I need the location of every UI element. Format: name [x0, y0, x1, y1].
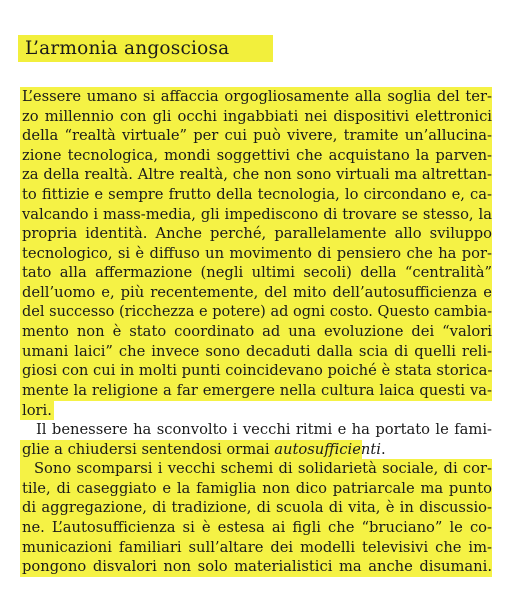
text-line: zione tecnologica, mondi soggettivi che acquistano la parven- [22, 146, 492, 164]
title-highlight [18, 35, 273, 62]
text-line: mente la religione a far emergere nella cultura laica questi va- [22, 381, 492, 399]
text-line: valcando i mass-media, gli impediscono di trovare se stesso, la [22, 205, 492, 223]
text-line: Il benessere ha sconvolto i vecchi ritmi e ha portato le fami- [36, 421, 492, 439]
text-line: lori. [20, 401, 54, 421]
text-line: mento non è stato coordinato ad una evoluzione dei “valori [22, 323, 492, 341]
text-line: del successo (ricchezza e potere) ad ogni costo. Questo cambia- [20, 303, 492, 323]
text-line: municazioni familiari sull’altare dei modelli televisivi che im- [22, 538, 492, 556]
text-line: propria identità. Anche perché, parallelamente allo sviluppo [22, 225, 492, 243]
text-line: ne. L’autosufficienza si è estesa ai figli che “bruciano” le co- [22, 519, 492, 537]
text-line: tecnologico, si è diffuso un movimento di pensiero che ha por- [22, 244, 492, 262]
text-line: to fittizie e sempre frutto della tecnologia, lo circondano e, ca- [22, 185, 492, 203]
text-line: pongono disvalori non solo materialistici ma anche disumani. [22, 558, 492, 576]
text-line: dell’uomo e, più recentemente, del mito dell’autosufficienza e [22, 283, 492, 301]
text-line: giosi con cui in molti punti coincidevano poiché è stata storica- [22, 362, 493, 380]
text-line: della “realtà virtuale” per cui può vivere, tramite un’allucina- [22, 127, 492, 145]
text-line: tile, di caseggiato e la famiglia non dico patriarcale ma punto [22, 479, 492, 497]
text-line: zo millennio con gli occhi ingabbiati nei dispositivi elettronici [22, 107, 492, 125]
text-line: umani laici” che invece sono decaduti dalla scia di quelli reli- [22, 342, 492, 360]
page-title: L’armonia angosciosa [25, 38, 230, 59]
text-line: L’essere umano si affaccia orgogliosamente alla soglia del ter- [22, 88, 492, 105]
body-text [22, 87, 492, 577]
emphasis-word: autosufficienti [274, 440, 381, 458]
text-line: Sono scomparsi i vecchi schemi di solidarietà sociale, di cor- [20, 459, 492, 479]
text-line: tato alla affermazione (negli ultimi secoli) della “centralità” [22, 264, 492, 282]
text-line: glie a chiudersi sentendosi ormai autosufficienti. [22, 440, 386, 458]
text-line: za della realtà. Altre realtà, che non sono virtuali ma altrettan- [22, 166, 492, 184]
text-line: di aggregazione, di tradizione, di scuola di vita, è in discussio- [22, 499, 492, 517]
